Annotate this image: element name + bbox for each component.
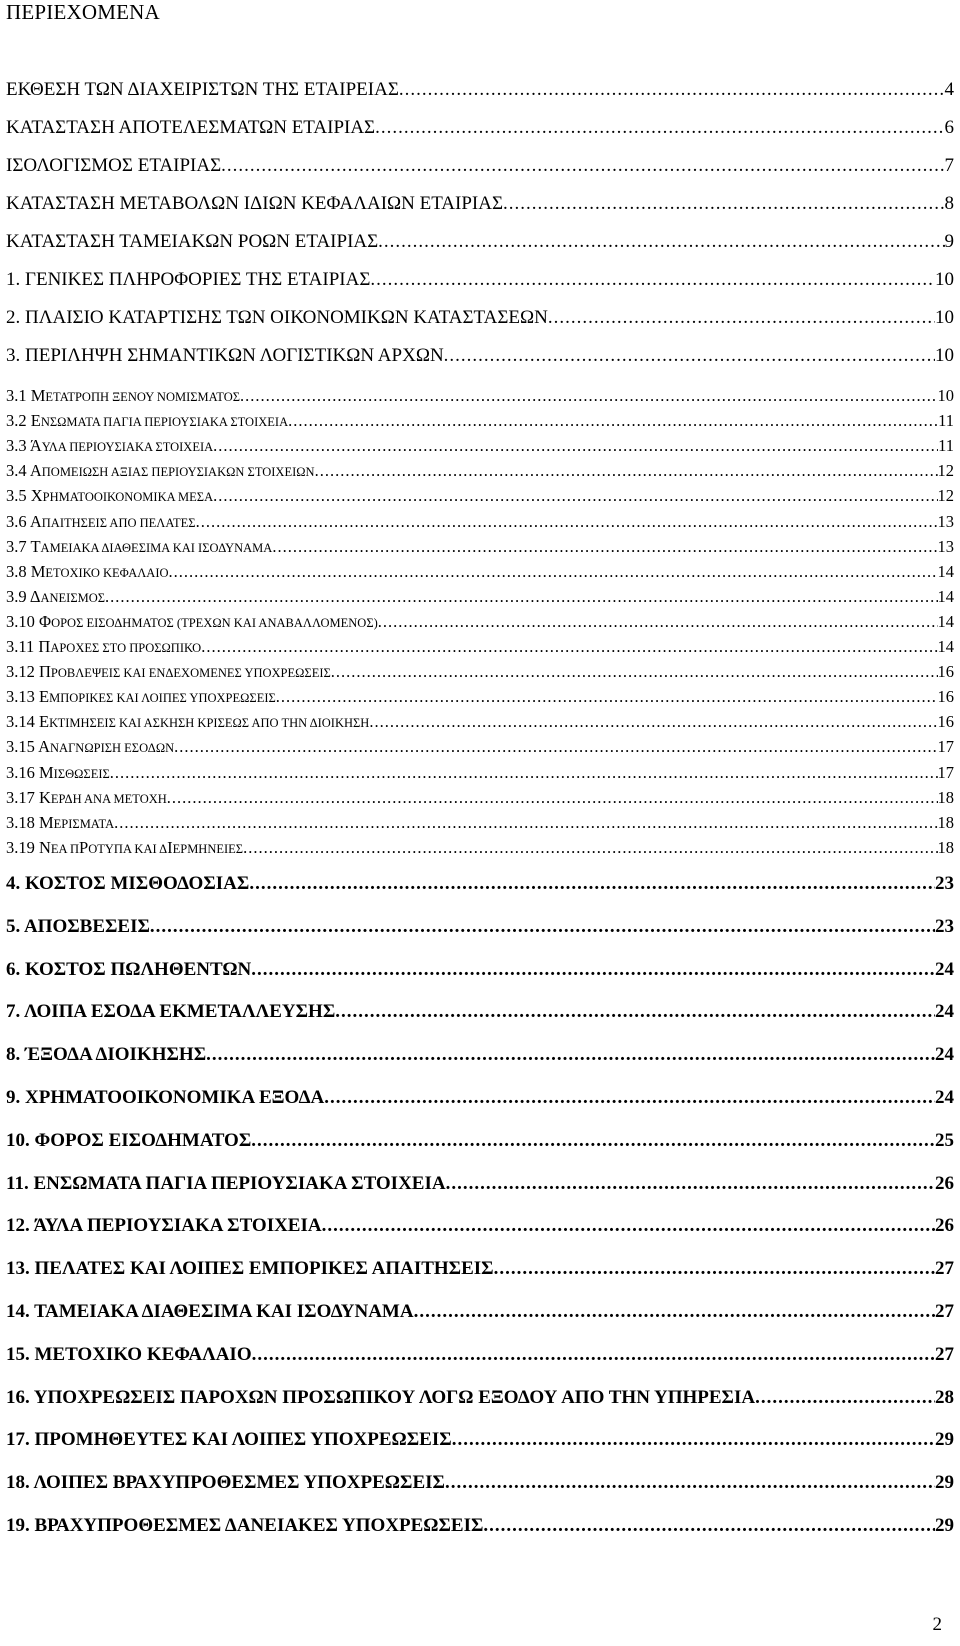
dot-leader xyxy=(252,1344,935,1366)
toc-entry[interactable] xyxy=(6,1387,954,1409)
toc-entry[interactable] xyxy=(6,1301,954,1323)
toc-entry[interactable] xyxy=(6,79,954,101)
dot-leader xyxy=(169,562,938,582)
dot-leader xyxy=(548,307,935,329)
dot-leader xyxy=(755,1387,935,1409)
toc-entry[interactable] xyxy=(6,436,954,456)
dot-leader xyxy=(324,1087,935,1109)
dot-leader xyxy=(331,662,938,682)
toc-entry-title: 3.19 ΝΕΑ ΠΡΟΤΥΠΑ ΚΑΙ ΔΙΕΡΜΗΝΕΙΕΣ xyxy=(6,837,244,857)
dot-leader xyxy=(335,1001,935,1023)
toc-entry-page: 14 xyxy=(937,637,954,656)
toc-entry-title: 3.11 ΠΑΡΟΧΕΣ ΣΤΟ ΠΡΟΣΩΠΙΚΟ xyxy=(6,637,202,656)
toc-entry-page: 18 xyxy=(937,812,954,832)
toc-entry-page: 24 xyxy=(935,1044,954,1066)
toc-entry-title: 3. ΠΕΡΙΛΗΨΗ ΣΗΜΑΝΤΙΚΩΝ ΛΟΓΙΣΤΙΚΩΝ ΑΡΧΩΝ xyxy=(6,345,444,366)
toc-entry-page: 23 xyxy=(935,915,954,937)
toc-entry[interactable] xyxy=(6,763,954,783)
toc-entry-title: 8. ΈΞΟΔΑ ΔΙΟΙΚΗΣΗΣ xyxy=(6,1044,207,1066)
toc-entry[interactable] xyxy=(6,269,954,291)
toc-entry[interactable] xyxy=(6,117,954,139)
toc-entry-page: 24 xyxy=(935,958,954,980)
toc-entry-title: ΙΣΟΛΟΓΙΣΜΟΣ ΕΤΑΙΡΙΑΣ xyxy=(6,155,222,176)
toc-entry-page: 24 xyxy=(935,1087,954,1108)
toc-entry-title: 18. ΛΟΙΠΕΣ ΒΡΑΧΥΠΡΟΘΕΣΜΕΣ ΥΠΟΧΡΕΩΣΕΙΣ xyxy=(6,1472,445,1494)
dot-leader xyxy=(399,79,945,101)
toc-entry-title: 3.15 ΑΝΑΓΝΩΡΙΣΗ ΕΣΟΔΩΝ xyxy=(6,737,175,757)
toc-entry[interactable] xyxy=(6,1344,954,1366)
dot-leader xyxy=(150,916,935,938)
dot-leader xyxy=(446,1173,935,1195)
toc-entry[interactable] xyxy=(6,1515,954,1537)
toc-entry-title: ΚΑΤΑΣΤΑΣΗ ΑΠΟΤΕΛΕΣΜΑΤΩΝ ΕΤΑΙΡΙΑΣ xyxy=(6,117,376,138)
toc-entry-title: ΚΑΤΑΣΤΑΣΗ ΤΑΜΕΙΑΚΩΝ ΡΟΩΝ ΕΤΑΙΡΙΑΣ xyxy=(6,231,379,252)
toc-entry-page: 16 xyxy=(937,687,954,707)
toc-entry[interactable] xyxy=(6,712,954,732)
toc-entry-title: 19. ΒΡΑΧΥΠΡΟΘΕΣΜΕΣ ΔΑΝΕΙΑΚΕΣ ΥΠΟΧΡΕΩΣΕΙΣ xyxy=(6,1515,484,1536)
toc-entry-title: 4. ΚΟΣΤΟΣ ΜΙΣΘΟΔΟΣΙΑΣ xyxy=(6,873,250,894)
toc-entry[interactable] xyxy=(6,1087,954,1109)
dot-leader xyxy=(503,193,944,215)
dot-leader xyxy=(196,512,938,532)
dot-leader xyxy=(414,1301,935,1323)
toc-entry-title: 3.17 ΚΕΡΔΗ ΑΝΑ ΜΕΤΟΧΗ xyxy=(6,787,167,807)
toc-entry-page: 10 xyxy=(935,269,954,290)
dot-leader xyxy=(110,763,938,783)
toc-entry-title: 3.6 ΑΠΑΙΤΗΣΕΙΣ ΑΠΟ ΠΕΛΑΤΕΣ xyxy=(6,511,196,531)
dot-leader xyxy=(452,1429,935,1451)
toc-entry-page: 14 xyxy=(937,586,954,606)
toc-entry[interactable] xyxy=(6,788,954,808)
toc-entry-title: 2. ΠΛΑΙΣΙΟ ΚΑΤΑΡΤΙΣΗΣ ΤΩΝ ΟΙΚΟΝΟΜΙΚΩΝ ΚΑΤΑΣΤΑΣΕΩΝ xyxy=(6,307,548,328)
toc-entry-title: 3.5 ΧΡΗΜΑΤΟΟΙΚΟΝΟΜΙΚΑ ΜΕΣΑ xyxy=(6,486,214,506)
toc-entry-title: 17. ΠΡΟΜΗΘΕΥΤΕΣ ΚΑΙ ΛΟΙΠΕΣ ΥΠΟΧΡΕΩΣΕΙΣ xyxy=(6,1429,452,1451)
toc-entry-page: 23 xyxy=(935,873,954,894)
toc-entry-page: 16 xyxy=(937,712,954,732)
toc-entry-page: 6 xyxy=(944,117,954,138)
toc-entry[interactable] xyxy=(6,386,954,406)
toc-entry-page: 28 xyxy=(935,1386,954,1408)
dot-leader xyxy=(370,269,935,291)
toc-entry[interactable] xyxy=(6,461,954,481)
dot-leader xyxy=(221,155,944,177)
toc-entry[interactable] xyxy=(6,1130,954,1152)
toc-entry-title: 3.9 ΔΑΝΕΙΣΜΟΣ xyxy=(6,586,106,606)
toc-entry-page: 24 xyxy=(935,1001,954,1023)
dot-leader xyxy=(288,411,938,431)
toc-entry-title: 9. ΧΡΗΜΑΤΟΟΙΚΟΝΟΜΙΚΑ ΕΞΟΔΑ xyxy=(6,1087,325,1108)
toc-entry[interactable] xyxy=(6,838,954,858)
toc-entry-page: 27 xyxy=(935,1258,954,1280)
toc-entry[interactable] xyxy=(6,737,954,757)
toc-entry-page: 10 xyxy=(937,386,954,405)
toc-entry-title: 15. ΜΕΤΟΧΙΚΟ ΚΕΦΑΛΑΙΟ xyxy=(6,1343,252,1365)
toc-entry-title: 3.4 ΑΠΟΜΕΙΩΣΗ ΑΞΙΑΣ ΠΕΡΙΟΥΣΙΑΚΩΝ ΣΤΟΙΧΕΙΩΝ xyxy=(6,461,315,481)
toc-entry[interactable] xyxy=(6,813,954,833)
toc-entry-page: 26 xyxy=(935,1215,954,1237)
dot-leader xyxy=(240,386,937,406)
toc-entry-title: 10. ΦΟΡΟΣ ΕΙΣΟΔΗΜΑΤΟΣ xyxy=(6,1129,252,1151)
toc-entry-title: 3.3 ΆΥΛΑ ΠΕΡΙΟΥΣΙΑΚΑ ΣΤΟΙΧΕΙΑ xyxy=(6,436,214,456)
toc-entry-page: 14 xyxy=(937,561,954,581)
toc-entry-page: 16 xyxy=(937,662,954,682)
toc-entry-title: 3.10 ΦΟΡΟΣ ΕΙΣΟΔΗΜΑΤΟΣ (ΤΡΕΧΩΝ ΚΑΙ ΑΝΑΒΑΛΛΟΜΕΝΟΣ) xyxy=(6,611,378,631)
toc-entry[interactable] xyxy=(6,537,954,557)
toc-entry-page: 29 xyxy=(935,1472,954,1494)
toc-entry-title: 3.8 ΜΕΤΟΧΙΚΟ ΚΕΦΑΛΑΙΟ xyxy=(6,561,169,581)
toc-entry-page: 10 xyxy=(935,345,954,366)
toc-entry-page: 25 xyxy=(935,1129,954,1151)
toc-entry-page: 13 xyxy=(937,536,954,556)
toc-entry-title: 11. ΕΝΣΩΜΑΤΑ ΠΑΓΙΑ ΠΕΡΙΟΥΣΙΑΚΑ ΣΤΟΙΧΕΙΑ xyxy=(6,1172,446,1194)
toc-entry-title: 3.18 ΜΕΡΙΣΜΑΤΑ xyxy=(6,812,115,832)
dot-leader xyxy=(272,537,937,557)
toc-entry-title: 3.1 ΜΕΤΑΤΡΟΠΗ ΞΕΝΟΥ ΝΟΜΙΣΜΑΤΟΣ xyxy=(6,386,241,405)
toc-entry-title: 13. ΠΕΛΑΤΕΣ ΚΑΙ ΛΟΙΠΕΣ ΕΜΠΟΡΙΚΕΣ ΑΠΑΙΤΗΣΕΙΣ xyxy=(6,1258,494,1280)
toc-entry[interactable] xyxy=(6,587,954,607)
toc-entry-page: 17 xyxy=(937,737,954,757)
toc-entry[interactable] xyxy=(6,873,954,895)
toc-entry-title: ΕΚΘΕΣΗ ΤΩΝ ΔΙΑΧΕΙΡΙΣΤΩΝ ΤΗΣ ΕΤΑΙΡΕΙΑΣ xyxy=(6,79,399,100)
dot-leader xyxy=(322,1215,935,1237)
dot-leader xyxy=(445,1472,935,1494)
toc-entry[interactable] xyxy=(6,662,954,682)
dot-leader xyxy=(315,461,938,481)
toc-entry-page: 26 xyxy=(935,1172,954,1194)
toc-entry-page: 18 xyxy=(937,837,954,857)
toc-entry[interactable] xyxy=(6,193,954,215)
toc-entry-title: 3.2 ΕΝΣΩΜΑΤΑ ΠΑΓΙΑ ΠΕΡΙΟΥΣΙΑΚΑ ΣΤΟΙΧΕΙΑ xyxy=(6,411,289,431)
toc-entry-page: 29 xyxy=(935,1429,954,1451)
toc-entry[interactable] xyxy=(6,1044,954,1066)
toc-entry-page: 27 xyxy=(935,1301,954,1322)
toc-entry-title: 6. ΚΟΣΤΟΣ ΠΩΛΗΘΕΝΤΩΝ xyxy=(6,958,252,980)
toc-entry[interactable] xyxy=(6,1258,954,1280)
toc-entry-page: 9 xyxy=(944,231,954,252)
toc-entry[interactable] xyxy=(6,345,954,367)
dot-leader xyxy=(276,687,938,707)
toc-entry-title: 3.16 ΜΙΣΘΩΣΕΙΣ xyxy=(6,762,110,782)
toc-entry-page: 14 xyxy=(937,611,954,631)
dot-leader xyxy=(369,712,937,732)
toc-entry[interactable] xyxy=(6,959,954,981)
page-title: ΠΕΡΙΕΧΟΜΕΝΑ xyxy=(6,0,160,24)
toc-entry[interactable] xyxy=(6,1215,954,1237)
dot-leader xyxy=(483,1515,935,1537)
dot-leader xyxy=(251,959,935,981)
toc-entry[interactable] xyxy=(6,486,954,506)
toc-entry[interactable] xyxy=(6,916,954,938)
toc-entry-page: 8 xyxy=(944,193,954,214)
toc-entry-page: 12 xyxy=(937,486,954,506)
toc-entry[interactable] xyxy=(6,155,954,177)
dot-leader xyxy=(378,231,944,253)
toc-entry-page: 13 xyxy=(937,511,954,531)
toc-entry-title: ΚΑΤΑΣΤΑΣΗ ΜΕΤΑΒΟΛΩΝ ΙΔΙΩΝ ΚΕΦΑΛΑΙΩΝ ΕΤΑΙΡΙΑΣ xyxy=(6,193,504,214)
dot-leader xyxy=(213,436,938,456)
toc-entry[interactable] xyxy=(6,411,954,431)
toc-entry[interactable] xyxy=(6,612,954,632)
toc-entry-title: 14. ΤΑΜΕΙΑΚΑ ΔΙΑΘΕΣΙΜΑ ΚΑΙ ΙΣΟΔΥΝΑΜΑ xyxy=(6,1301,414,1322)
dot-leader xyxy=(174,737,937,757)
toc-entry[interactable] xyxy=(6,1472,954,1494)
dot-leader xyxy=(213,486,937,506)
dot-leader xyxy=(243,838,937,858)
dot-leader xyxy=(167,788,938,808)
toc-entry-page: 12 xyxy=(937,461,954,481)
toc-entry[interactable] xyxy=(6,307,954,329)
toc-entry-page: 10 xyxy=(935,307,954,328)
toc-entry-title: 3.7 ΤΑΜΕΙΑΚΑ ΔΙΑΘΕΣΙΜΑ ΚΑΙ ΙΣΟΔΥΝΑΜΑ xyxy=(6,536,273,556)
toc-entry[interactable] xyxy=(6,1173,954,1195)
toc-entry-page: 27 xyxy=(935,1343,954,1365)
dot-leader xyxy=(114,813,937,833)
dot-leader xyxy=(378,612,938,632)
toc-entry[interactable] xyxy=(6,687,954,707)
dot-leader xyxy=(444,345,935,367)
toc-entry-page: 7 xyxy=(944,155,954,176)
dot-leader xyxy=(206,1044,935,1066)
dot-leader xyxy=(494,1258,935,1280)
toc-entry-title: 12. ΆΥΛΑ ΠΕΡΙΟΥΣΙΑΚΑ ΣΤΟΙΧΕΙΑ xyxy=(6,1215,322,1237)
page-number: 2 xyxy=(932,1614,942,1635)
toc-entry-title: 5. ΑΠΟΣΒΕΣΕΙΣ xyxy=(6,915,150,937)
dot-leader xyxy=(251,1130,935,1152)
toc-entry-page: 11 xyxy=(938,411,954,431)
toc-entry-title: 3.12 ΠΡΟΒΛΕΨΕΙΣ ΚΑΙ ΕΝΔΕΧΟΜΕΝΕΣ ΥΠΟΧΡΕΩΣΕΙΣ xyxy=(6,662,331,682)
toc-entry-title: 3.13 ΕΜΠΟΡΙΚΕΣ ΚΑΙ ΛΟΙΠΕΣ ΥΠΟΧΡΕΩΣΕΙΣ xyxy=(6,687,276,707)
toc-entry[interactable] xyxy=(6,1429,954,1451)
toc-entry-title: 16. ΥΠΟΧΡΕΩΣΕΙΣ ΠΑΡΟΧΩΝ ΠΡΟΣΩΠΙΚΟΥ ΛΟΓΩ ΕΞΟΔΟΥ ΑΠΟ ΤΗΝ ΥΠΗΡΕΣΙΑ xyxy=(6,1386,756,1408)
dot-leader xyxy=(105,587,937,607)
toc-entry[interactable] xyxy=(6,512,954,532)
toc-entry-page: 4 xyxy=(944,79,954,100)
toc-entry[interactable] xyxy=(6,1001,954,1023)
toc-entry-page: 29 xyxy=(935,1515,954,1536)
toc-entry-page: 17 xyxy=(937,762,954,782)
toc-entry[interactable] xyxy=(6,231,954,253)
toc-entry-title: 1. ΓΕΝΙΚΕΣ ΠΛΗΡΟΦΟΡΙΕΣ ΤΗΣ ΕΤΑΙΡΙΑΣ xyxy=(6,269,371,290)
toc-entry-title: 7. ΛΟΙΠΑ ΕΣΟΔΑ ΕΚΜΕΤΑΛΛΕΥΣΗΣ xyxy=(6,1001,336,1023)
toc-entry[interactable] xyxy=(6,637,954,657)
toc-entry[interactable] xyxy=(6,562,954,582)
dot-leader xyxy=(201,637,937,657)
dot-leader xyxy=(375,117,944,139)
dot-leader xyxy=(249,873,935,895)
toc-entry-page: 11 xyxy=(938,436,954,456)
toc-entry-page: 18 xyxy=(937,787,954,807)
toc-entry-title: 3.14 ΕΚΤΙΜΗΣΕΙΣ ΚΑΙ ΑΣΚΗΣΗ ΚΡΙΣΕΩΣ ΑΠΟ ΤΗΝ ΔΙΟΙΚΗΣΗ xyxy=(6,712,370,732)
